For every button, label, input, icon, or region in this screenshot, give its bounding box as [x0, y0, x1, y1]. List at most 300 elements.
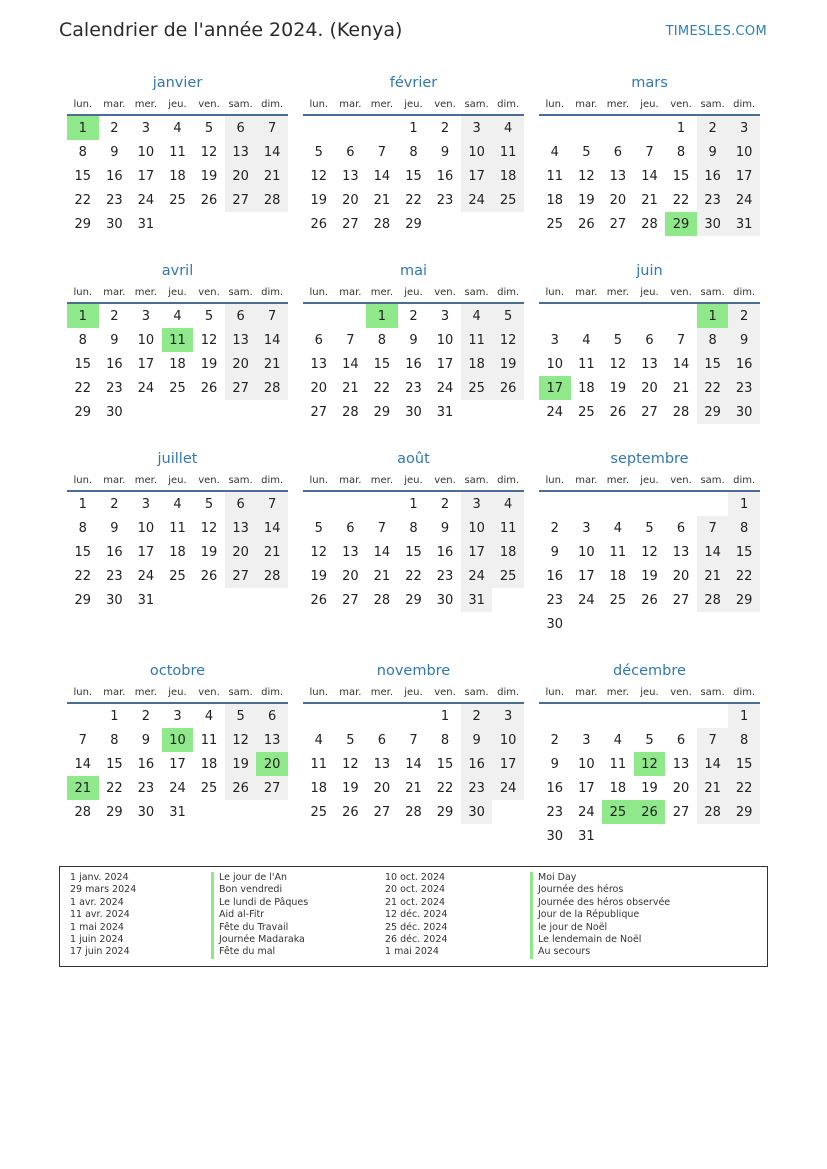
weekday-header: ven. [665, 470, 697, 491]
day-cell: 4 [173, 120, 182, 136]
day-cell: 23 [405, 380, 422, 396]
day-cell: 21 [672, 380, 690, 396]
empty-cell [665, 491, 697, 516]
day-cell: 8 [110, 732, 119, 748]
day-cell: 11 [609, 544, 627, 560]
day-cell: 24 [578, 804, 595, 820]
empty-cell [665, 703, 697, 728]
week-row [303, 376, 524, 400]
holiday-date: 26 déc. 2024 [385, 933, 448, 945]
day-cell: 27 [342, 592, 359, 608]
day-cell: 22 [728, 776, 760, 800]
empty-cell [335, 491, 367, 516]
day-cell: 7 [78, 732, 87, 748]
empty-cell [398, 703, 430, 728]
week-row [303, 328, 524, 352]
weekday-header: ven. [193, 682, 225, 703]
day-cell: 12 [634, 752, 666, 776]
day-cell: 15 [405, 168, 422, 184]
week-row [539, 328, 760, 352]
weekday-header: dim. [728, 682, 760, 703]
day-cell: 1 [409, 496, 418, 512]
holiday-date: 17 juin 2024 [70, 946, 130, 958]
day-cell: 15 [728, 752, 760, 776]
day-cell: 2 [409, 308, 418, 324]
day-cell: 23 [728, 376, 760, 400]
day-cell: 3 [461, 115, 493, 140]
day-cell: 5 [346, 732, 355, 748]
weekday-header: ven. [193, 470, 225, 491]
week-row [67, 752, 288, 776]
page-title: Calendrier de l'année 2024. (Kenya) [59, 19, 403, 41]
weekday-header: dim. [492, 470, 524, 491]
day-cell: 16 [546, 780, 564, 796]
day-cell: 1 [409, 120, 418, 136]
day-cell: 14 [672, 356, 690, 372]
day-cell: 4 [613, 732, 623, 748]
day-cell: 5 [204, 496, 214, 512]
day-cell: 1 [728, 703, 760, 728]
week-row [303, 303, 524, 328]
day-cell: 16 [436, 168, 454, 184]
day-cell: 12 [641, 544, 658, 560]
week-row [67, 491, 288, 516]
week-row [67, 776, 288, 800]
empty-cell [429, 212, 461, 236]
month-table [539, 470, 760, 636]
week-row [539, 564, 760, 588]
month-table [67, 282, 288, 424]
holiday-name: le jour de Noël [530, 922, 670, 934]
day-cell: 11 [546, 168, 564, 184]
day-cell: 25 [492, 188, 524, 212]
empty-cell [665, 612, 697, 636]
day-cell: 5 [645, 520, 654, 536]
day-cell: 13 [641, 356, 658, 372]
holiday-name: Le lendemain de Noël [530, 934, 670, 946]
empty-cell [193, 400, 225, 424]
day-cell: 2 [141, 708, 151, 724]
weekday-header: mer. [130, 282, 162, 303]
day-cell: 20 [641, 380, 658, 396]
day-cell: 21 [67, 776, 99, 800]
day-cell: 19 [492, 352, 524, 376]
month-calendar [67, 260, 288, 424]
day-cell: 26 [578, 216, 595, 232]
week-row [303, 752, 524, 776]
week-row [303, 540, 524, 564]
day-cell: 7 [377, 520, 387, 536]
day-cell: 16 [106, 356, 123, 372]
empty-cell [335, 303, 367, 328]
day-cell: 24 [546, 404, 564, 420]
day-cell: 15 [405, 544, 422, 560]
day-cell: 10 [137, 520, 155, 536]
empty-cell [697, 703, 729, 728]
legend-dates-right [385, 872, 447, 959]
day-cell: 18 [310, 780, 328, 796]
day-cell: 19 [310, 192, 328, 208]
day-cell: 6 [676, 520, 686, 536]
day-cell: 2 [550, 520, 559, 536]
month-table [539, 682, 760, 848]
day-cell: 14 [697, 540, 729, 564]
holiday-name: Au secours [530, 946, 670, 958]
weekday-header: lun. [67, 682, 99, 703]
week-row [303, 564, 524, 588]
day-cell: 23 [461, 776, 493, 800]
empty-cell [162, 212, 194, 236]
month-name: mars [631, 75, 668, 91]
day-cell: 3 [440, 308, 450, 324]
weekday-header: mer. [130, 470, 162, 491]
day-cell: 12 [342, 756, 359, 772]
week-row [539, 188, 760, 212]
day-cell: 29 [405, 592, 422, 608]
day-cell: 25 [602, 800, 634, 824]
day-cell: 6 [256, 703, 288, 728]
week-row [67, 540, 288, 564]
week-row [539, 376, 760, 400]
day-cell: 24 [728, 188, 760, 212]
day-cell: 20 [672, 780, 690, 796]
week-row [539, 212, 760, 236]
day-cell: 13 [225, 328, 257, 352]
day-cell: 14 [256, 516, 288, 540]
empty-cell [634, 703, 666, 728]
weekday-header: ven. [193, 94, 225, 115]
day-cell: 14 [373, 544, 391, 560]
empty-cell [225, 800, 257, 824]
month-table [303, 282, 524, 424]
empty-cell [193, 212, 225, 236]
day-cell: 22 [373, 380, 391, 396]
weekday-header: mar. [335, 470, 367, 491]
empty-cell [602, 115, 634, 140]
day-cell: 2 [440, 496, 450, 512]
day-cell: 31 [578, 828, 595, 844]
day-cell: 24 [461, 188, 493, 212]
day-cell: 6 [314, 332, 323, 348]
weekday-header: jeu. [162, 282, 194, 303]
day-cell: 4 [461, 303, 493, 328]
day-cell: 23 [546, 592, 564, 608]
day-cell: 27 [641, 404, 658, 420]
weekday-header: dim. [256, 470, 288, 491]
week-row [67, 564, 288, 588]
month-calendar [539, 660, 760, 848]
holiday-date: 1 mai 2024 [385, 946, 439, 958]
holiday-date: 1 juin 2024 [70, 933, 124, 945]
day-cell: 22 [672, 192, 690, 208]
empty-cell [130, 400, 162, 424]
day-cell: 5 [582, 144, 591, 160]
day-cell: 20 [373, 780, 391, 796]
day-cell: 29 [74, 216, 92, 232]
day-cell: 24 [169, 780, 186, 796]
legend-dates-left [70, 872, 136, 959]
day-cell: 26 [342, 804, 359, 820]
day-cell: 12 [200, 332, 218, 348]
week-row [303, 140, 524, 164]
holiday-date: 21 oct. 2024 [385, 896, 446, 908]
day-cell: 9 [110, 332, 119, 348]
week-row [539, 588, 760, 612]
weekday-header: mar. [335, 682, 367, 703]
day-cell: 27 [225, 564, 257, 588]
day-cell: 8 [78, 332, 87, 348]
empty-cell [539, 491, 571, 516]
weekday-header: jeu. [162, 470, 194, 491]
week-row [303, 188, 524, 212]
day-cell: 5 [314, 520, 323, 536]
day-cell: 12 [200, 144, 218, 160]
empty-cell [697, 491, 729, 516]
week-row [67, 188, 288, 212]
day-cell: 6 [377, 732, 387, 748]
weekday-header: mar. [99, 94, 131, 115]
weekday-header: ven. [429, 94, 461, 115]
empty-cell [728, 824, 760, 848]
holiday-date: 20 oct. 2024 [385, 884, 446, 896]
week-row [67, 212, 288, 236]
month-calendar [67, 72, 288, 236]
empty-cell [366, 491, 398, 516]
day-cell: 8 [409, 520, 418, 536]
day-cell: 2 [461, 703, 493, 728]
week-row [539, 703, 760, 728]
day-cell: 16 [436, 544, 454, 560]
week-row [539, 516, 760, 540]
weekday-header: sam. [697, 94, 729, 115]
weekday-header: mar. [571, 94, 603, 115]
month-name: octobre [149, 663, 206, 679]
weekday-header: mer. [602, 470, 634, 491]
day-cell: 30 [106, 592, 123, 608]
day-cell: 17 [137, 544, 155, 560]
day-cell: 27 [373, 804, 391, 820]
weekday-header: mer. [602, 282, 634, 303]
week-row [303, 703, 524, 728]
week-row [303, 352, 524, 376]
day-cell: 13 [225, 140, 257, 164]
weekday-header: ven. [665, 94, 697, 115]
empty-cell [335, 703, 367, 728]
day-cell: 12 [492, 328, 524, 352]
month-name: juillet [157, 451, 198, 467]
day-cell: 25 [492, 564, 524, 588]
day-cell: 24 [137, 380, 155, 396]
weekday-header: mer. [366, 682, 398, 703]
day-cell: 14 [342, 356, 359, 372]
weekday-header: mar. [99, 470, 131, 491]
day-cell: 31 [137, 216, 155, 232]
weekday-header: sam. [461, 282, 493, 303]
day-cell: 3 [141, 308, 151, 324]
day-cell: 6 [346, 520, 355, 536]
holiday-date: 11 avr. 2024 [70, 909, 130, 921]
week-row [67, 352, 288, 376]
day-cell: 13 [609, 168, 627, 184]
day-cell: 26 [225, 776, 257, 800]
day-cell: 1 [440, 708, 450, 724]
empty-cell [193, 588, 225, 612]
weekday-header: jeu. [398, 682, 430, 703]
day-cell: 30 [546, 616, 564, 632]
day-cell: 17 [137, 356, 155, 372]
empty-cell [571, 612, 603, 636]
site-link[interactable]: TIMESLES.COM [665, 24, 767, 39]
day-cell: 29 [373, 404, 391, 420]
day-cell: 14 [256, 140, 288, 164]
day-cell: 17 [578, 568, 595, 584]
day-cell: 22 [74, 380, 92, 396]
day-cell: 7 [676, 332, 686, 348]
day-cell: 13 [342, 168, 359, 184]
day-cell: 17 [728, 164, 760, 188]
day-cell: 5 [613, 332, 623, 348]
day-cell: 28 [256, 564, 288, 588]
weekday-header: mar. [99, 682, 131, 703]
empty-cell [728, 612, 760, 636]
empty-cell [571, 303, 603, 328]
weekday-header: mar. [571, 282, 603, 303]
month-table [67, 94, 288, 236]
month-calendar [539, 260, 760, 424]
day-cell: 10 [137, 332, 155, 348]
day-cell: 10 [137, 144, 155, 160]
day-cell: 2 [728, 303, 760, 328]
day-cell: 24 [137, 192, 155, 208]
empty-cell [602, 491, 634, 516]
day-cell: 19 [200, 544, 218, 560]
empty-cell [225, 588, 257, 612]
weekday-header: lun. [303, 282, 335, 303]
day-cell: 5 [204, 308, 214, 324]
day-cell: 27 [225, 376, 257, 400]
empty-cell [256, 588, 288, 612]
weekday-header: jeu. [162, 682, 194, 703]
day-cell: 4 [582, 332, 591, 348]
day-cell: 14 [373, 168, 391, 184]
weekday-header: ven. [429, 470, 461, 491]
day-cell: 26 [200, 568, 218, 584]
day-cell: 14 [405, 756, 422, 772]
weekday-header: ven. [193, 282, 225, 303]
week-row [539, 491, 760, 516]
day-cell: 5 [225, 703, 257, 728]
empty-cell [634, 824, 666, 848]
day-cell: 23 [106, 380, 123, 396]
weekday-header: ven. [665, 282, 697, 303]
month-table [539, 282, 760, 424]
empty-cell [697, 824, 729, 848]
day-cell: 10 [546, 356, 564, 372]
day-cell: 30 [405, 404, 422, 420]
day-cell: 7 [256, 491, 288, 516]
day-cell: 14 [641, 168, 658, 184]
weekday-header: dim. [256, 94, 288, 115]
month-table [67, 682, 288, 824]
day-cell: 6 [225, 115, 257, 140]
empty-cell [303, 303, 335, 328]
day-cell: 2 [550, 732, 559, 748]
day-cell: 25 [609, 592, 627, 608]
week-row [303, 800, 524, 824]
day-cell: 9 [697, 140, 729, 164]
weekday-header: dim. [492, 94, 524, 115]
day-cell: 6 [225, 491, 257, 516]
day-cell: 9 [141, 732, 151, 748]
weekday-header: ven. [429, 682, 461, 703]
day-cell: 19 [609, 380, 627, 396]
day-cell: 18 [169, 356, 186, 372]
day-cell: 22 [405, 568, 422, 584]
day-cell: 27 [672, 592, 690, 608]
day-cell: 23 [436, 568, 454, 584]
weekday-header: sam. [225, 682, 257, 703]
day-cell: 26 [641, 592, 658, 608]
day-cell: 22 [74, 568, 92, 584]
day-cell: 29 [405, 216, 422, 232]
weekday-header: jeu. [162, 94, 194, 115]
empty-cell [162, 588, 194, 612]
day-cell: 10 [162, 728, 194, 752]
day-cell: 15 [373, 356, 391, 372]
day-cell: 27 [256, 776, 288, 800]
day-cell: 20 [225, 164, 257, 188]
day-cell: 3 [173, 708, 182, 724]
day-cell: 3 [728, 115, 760, 140]
month-calendar [303, 260, 524, 424]
day-cell: 2 [110, 308, 119, 324]
day-cell: 24 [461, 564, 493, 588]
weekday-header: dim. [492, 282, 524, 303]
day-cell: 8 [728, 516, 760, 540]
weekday-header: mar. [335, 282, 367, 303]
day-cell: 21 [405, 780, 422, 796]
weekday-header: mer. [366, 470, 398, 491]
day-cell: 3 [141, 496, 151, 512]
day-cell: 12 [225, 728, 257, 752]
week-row [67, 376, 288, 400]
day-cell: 6 [346, 144, 355, 160]
day-cell: 25 [169, 192, 186, 208]
day-cell: 13 [225, 516, 257, 540]
day-cell: 10 [728, 140, 760, 164]
week-row [67, 588, 288, 612]
day-cell: 29 [697, 400, 729, 424]
empty-cell [539, 303, 571, 328]
day-cell: 1 [728, 491, 760, 516]
day-cell: 1 [78, 496, 87, 512]
day-cell: 8 [409, 144, 418, 160]
weekday-header: sam. [225, 470, 257, 491]
day-cell: 5 [314, 144, 323, 160]
holiday-date: 12 déc. 2024 [385, 909, 448, 921]
day-cell: 8 [728, 728, 760, 752]
day-cell: 2 [110, 120, 119, 136]
day-cell: 16 [728, 352, 760, 376]
day-cell: 26 [200, 380, 218, 396]
day-cell: 2 [110, 496, 119, 512]
day-cell: 5 [492, 303, 524, 328]
day-cell: 20 [310, 380, 328, 396]
day-cell: 26 [634, 800, 666, 824]
day-cell: 29 [728, 800, 760, 824]
day-cell: 19 [200, 356, 218, 372]
day-cell: 15 [728, 540, 760, 564]
